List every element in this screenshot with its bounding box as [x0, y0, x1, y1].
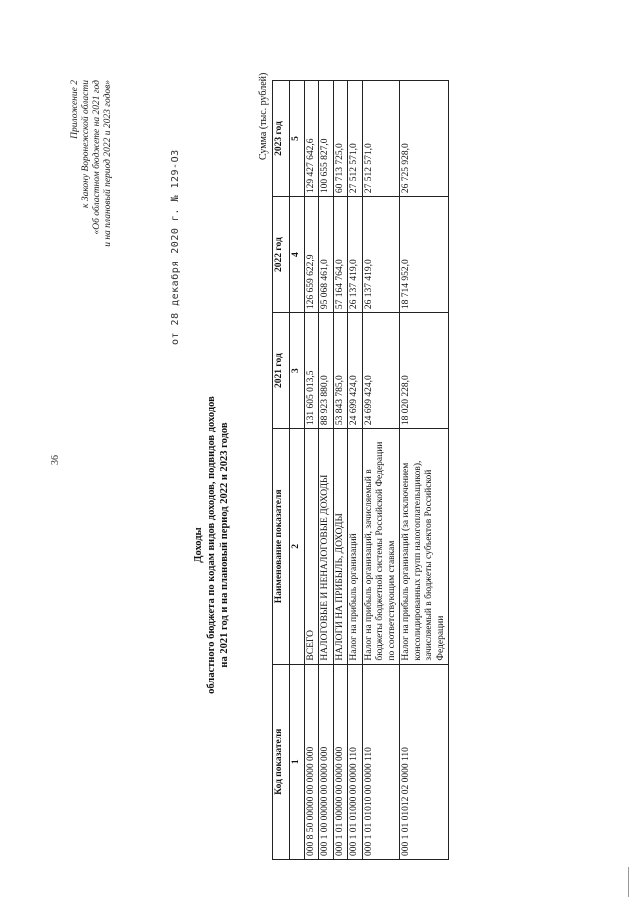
- row-value-2021: 24 699 424,0: [362, 313, 400, 429]
- row-code: 000 1 01 01012 02 0000 110: [400, 664, 449, 859]
- column-number: 5: [290, 81, 305, 197]
- row-value-2023: 60 713 725,0: [333, 81, 348, 197]
- row-code: 000 1 01 01010 00 0000 110: [362, 664, 400, 859]
- row-value-2021: 53 843 785,0: [333, 313, 348, 429]
- table-row: [400, 81, 449, 860]
- header-cell: 2023 год: [273, 81, 290, 197]
- row-name: НАЛОГОВЫЕ И НЕНАЛОГОВЫЕ ДОХОДЫ: [319, 429, 334, 664]
- table-row: [319, 81, 334, 860]
- appendix-line: Приложение 2: [70, 80, 80, 139]
- title-line: на 2021 год и на плановый период 2022 и 2023 годов: [219, 422, 230, 668]
- column-number: 3: [290, 313, 305, 429]
- row-code: 000 1 01 00000 00 0000 000: [333, 664, 348, 859]
- date-line: от 28 декабря 2020 г. № 129-ОЗ: [170, 149, 181, 345]
- table-row: [304, 81, 319, 860]
- row-value-2021: 24 699 424,0: [348, 313, 363, 429]
- row-name: Налог на прибыль организаций (за исключением консолидированных групп налогоплательщиков), зачисляемый в бюджеты субъектов Российской Федерации: [400, 429, 449, 664]
- header-cell: 2022 год: [273, 197, 290, 313]
- row-value-2021: 18 020 228,0: [400, 313, 449, 429]
- row-name: Налог на прибыль организаций, зачисляемый в бюджеты бюджетной системы Российской Федерации по соответствующим ставкам: [362, 429, 400, 664]
- page-number: 36: [50, 455, 61, 465]
- column-number: 4: [290, 197, 305, 313]
- row-name: НАЛОГИ НА ПРИБЫЛЬ, ДОХОДЫ: [333, 429, 348, 664]
- table-row: [362, 81, 400, 860]
- row-value-2023: 27 512 571,0: [362, 81, 400, 197]
- row-name: ВСЕГО: [304, 429, 319, 664]
- column-number-row: [290, 81, 305, 860]
- document-title: [192, 265, 231, 825]
- row-value-2022: 26 137 419,0: [348, 197, 363, 313]
- row-value-2023: 27 512 571,0: [348, 81, 363, 197]
- header-cell: Наименование показателя: [273, 429, 290, 664]
- revenue-table: [272, 80, 449, 860]
- row-code: 000 1 01 01000 00 0000 110: [348, 664, 363, 859]
- appendix-note: [70, 80, 114, 340]
- row-value-2021: 88 923 880,0: [319, 313, 334, 429]
- table-row: [333, 81, 348, 860]
- row-value-2022: 18 714 952,0: [400, 197, 449, 313]
- row-value-2022: 95 068 461,0: [319, 197, 334, 313]
- row-value-2023: 26 725 928,0: [400, 81, 449, 197]
- table-row: [348, 81, 363, 860]
- column-number: 1: [290, 664, 305, 859]
- header-cell: 2021 год: [273, 313, 290, 429]
- header-row: [273, 81, 290, 860]
- row-value-2022: 26 137 419,0: [362, 197, 400, 313]
- row-value-2021: 131 605 013,5: [304, 313, 319, 429]
- appendix-line: к Закону Воронежской области: [81, 80, 91, 208]
- units-label: Сумма (тыс. рублей): [258, 72, 269, 160]
- appendix-line: и на плановый период 2022 и 2023 годов»: [103, 80, 113, 247]
- row-value-2023: 100 655 827,0: [319, 81, 334, 197]
- appendix-line: «Об областном бюджете на 2021 год: [92, 80, 102, 235]
- row-value-2023: 129 427 642,6: [304, 81, 319, 197]
- row-code: 000 8 50 00000 00 0000 000: [304, 664, 319, 859]
- title-line: Доходы: [193, 527, 204, 563]
- row-value-2022: 126 659 622,9: [304, 197, 319, 313]
- row-code: 000 1 00 00000 00 0000 000: [319, 664, 334, 859]
- row-value-2022: 57 164 764,0: [333, 197, 348, 313]
- row-name: Налог на прибыль организаций: [348, 429, 363, 664]
- column-number: 2: [290, 429, 305, 664]
- header-cell: Код показателя: [273, 664, 290, 859]
- title-line: областного бюджета по кодам видов доходов, подвидов доходов: [206, 396, 217, 694]
- scan-artifact-line: [628, 867, 629, 897]
